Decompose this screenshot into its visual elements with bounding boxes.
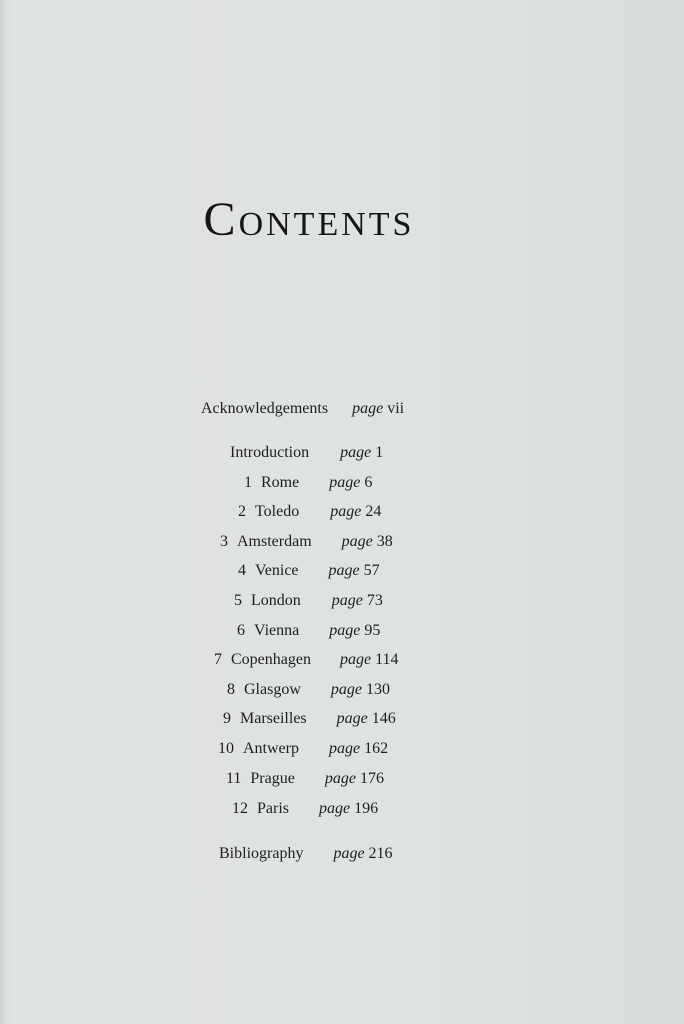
toc-page-number: 24 (365, 503, 382, 520)
toc-chapter-number: 4 (238, 562, 246, 579)
toc-entry-chapter-6 (237, 623, 380, 639)
toc-entry-label: Glasgow (244, 681, 301, 698)
toc-page-word: page (341, 533, 373, 550)
toc-entry-label: Amsterdam (237, 533, 312, 550)
toc-page-number: vii (387, 400, 405, 417)
toc-entry-chapter-2 (238, 504, 381, 520)
toc-entry-acknowledgements (201, 401, 404, 417)
toc-page-number: 162 (364, 740, 389, 757)
toc-chapter-number: 6 (237, 622, 245, 639)
toc-entry-chapter-5 (234, 593, 383, 609)
toc-chapter-number: 11 (226, 770, 242, 787)
toc-chapter-number: 5 (234, 592, 242, 609)
toc-page-word: page (328, 562, 360, 579)
page-title: Contents (203, 193, 415, 246)
toc-entry-label: Bibliography (219, 845, 304, 862)
toc-entry-label: Paris (257, 800, 289, 817)
toc-page-word: page (330, 681, 362, 698)
toc-entry-introduction (230, 445, 383, 461)
toc-entry-chapter-3 (220, 534, 393, 550)
toc-page-word: page (324, 770, 356, 787)
toc-page-number: 38 (376, 533, 393, 550)
toc-page-word: page (329, 622, 361, 639)
toc-page-word: page (333, 845, 365, 862)
toc-chapter-number: 1 (244, 474, 252, 491)
toc-page-word: page (319, 800, 351, 817)
toc-chapter-number: 12 (232, 800, 248, 817)
toc-chapter-number: 3 (220, 533, 228, 550)
toc-page-word: page (339, 651, 372, 668)
toc-entry-chapter-1 (244, 475, 372, 491)
toc-entry-chapter-9 (223, 711, 396, 727)
toc-chapter-number: 2 (238, 503, 246, 520)
toc-entry-chapter-8 (227, 682, 390, 698)
toc-page-number: 176 (359, 770, 384, 787)
toc-page-number: 196 (354, 800, 379, 817)
toc-entry-label: Venice (255, 562, 299, 579)
toc-entry-chapter-7 (214, 652, 399, 668)
toc-page-number: 6 (364, 474, 373, 491)
toc-entry-label: London (251, 592, 301, 609)
toc-page-number: 1 (375, 444, 384, 461)
toc-entry-chapter-4 (238, 563, 380, 579)
toc-page-number: 95 (364, 622, 381, 639)
toc-page-word: page (329, 474, 361, 491)
toc-entry-label: Acknowledgements (201, 400, 329, 417)
toc-page-number: 57 (363, 562, 380, 579)
toc-entry-label: Toledo (255, 503, 300, 520)
toc-chapter-number: 10 (218, 740, 234, 757)
toc-entry-chapter-10 (218, 741, 388, 757)
toc-chapter-number: 7 (214, 651, 222, 668)
toc-page-word: page (340, 444, 372, 461)
toc-page-number: 146 (371, 710, 396, 727)
toc-page-word: page (336, 710, 368, 727)
toc-page-number: 73 (366, 592, 383, 609)
toc-entry-label: Rome (261, 474, 300, 491)
toc-page-word: page (330, 503, 362, 520)
toc-entry-chapter-12 (232, 801, 378, 817)
toc-entry-label: Prague (250, 770, 295, 787)
toc-chapter-number: 8 (227, 681, 235, 698)
toc-page-number: 130 (366, 681, 390, 698)
toc-page-number: 114 (375, 651, 399, 668)
toc-chapter-number: 9 (223, 710, 231, 727)
toc-page-word: page (331, 592, 363, 609)
toc-entry-label: Copenhagen (231, 651, 311, 668)
toc-entry-bibliography (219, 846, 393, 862)
toc-entry-label: Vienna (254, 622, 300, 639)
toc-page-number: 216 (368, 845, 393, 862)
toc-entry-label: Marseilles (240, 710, 307, 727)
toc-page-word: page (352, 400, 384, 417)
toc-entry-chapter-11 (226, 771, 384, 787)
toc-entry-label: Antwerp (243, 740, 299, 757)
toc-page-word: page (328, 740, 361, 757)
toc-entry-label: Introduction (230, 444, 310, 461)
